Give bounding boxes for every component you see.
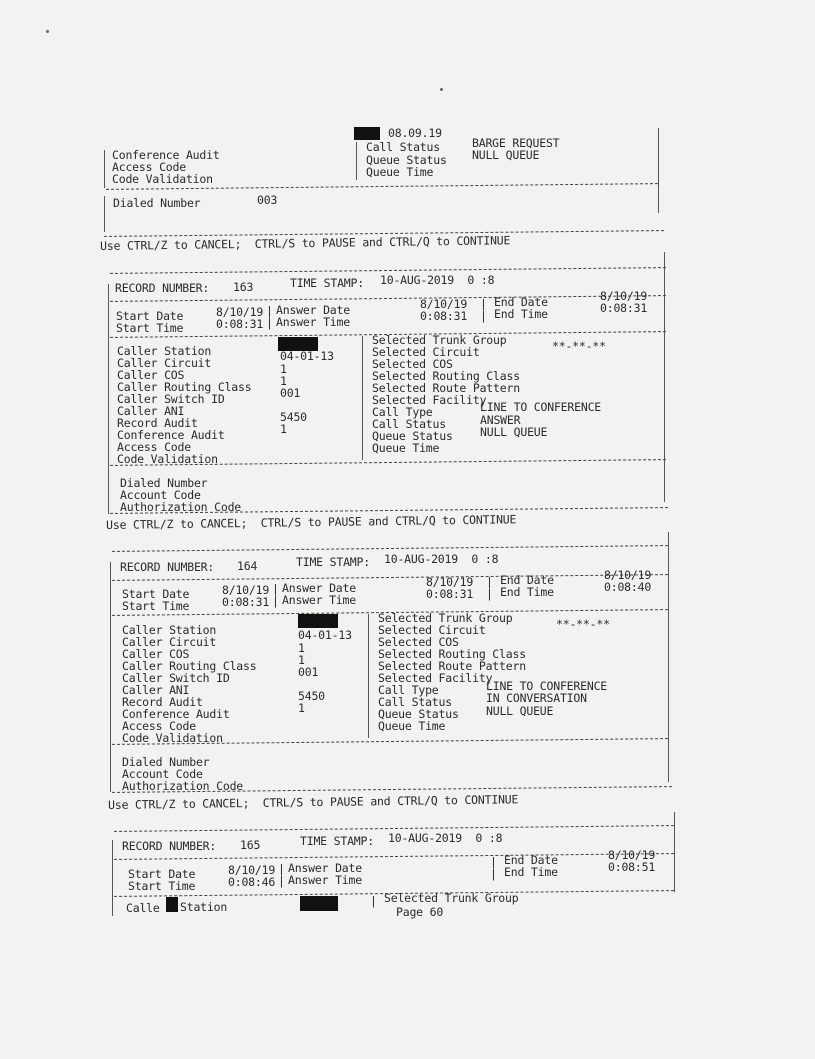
left-border (112, 840, 113, 916)
separator: | (490, 867, 497, 881)
caller-cos-label: Caller COS (117, 368, 185, 382)
selected-cos-label: Selected COS (372, 357, 453, 371)
end-time-value: 0:08:51 (608, 860, 656, 874)
code-validation-label: Code Validation (122, 731, 223, 745)
caller-station-label-part: Calle (126, 901, 160, 915)
queue-time-label: Queue Time (378, 719, 446, 733)
end-time-value: 0:08:31 (600, 301, 648, 315)
account-code-label: Account Code (122, 767, 203, 781)
start-time-value: 0:08:31 (216, 317, 264, 331)
start-date-value: 8/10/19 (216, 305, 264, 319)
selected-facility-label: Selected Facility (378, 671, 493, 685)
account-code-label: Account Code (120, 488, 201, 502)
end-date-value: 8/10/19 (600, 289, 648, 303)
caller-circuit-label: Caller Circuit (122, 635, 217, 649)
top-date-code: 08.09.19 (388, 126, 442, 140)
authorization-code-label: Authorization Code (120, 500, 242, 514)
dialed-number-label: Dialed Number (120, 476, 208, 490)
call-status-label: Call Status (378, 695, 452, 709)
record-number-label: RECORD NUMBER: (122, 839, 217, 853)
record-number-label: RECORD NUMBER: (120, 560, 215, 574)
left-border (110, 562, 111, 792)
selected-routing-class-label: Selected Routing Class (378, 647, 526, 661)
end-date-label: End Date (500, 573, 554, 587)
authorization-code-label: Authorization Code (122, 779, 244, 793)
caller-routing-class-label: Caller Routing Class (122, 659, 257, 673)
start-time-value: 0:08:46 (228, 875, 276, 889)
redaction-block (354, 127, 380, 140)
access-code-label: Access Code (117, 440, 191, 454)
separator: | (278, 862, 285, 876)
selected-trunk-group-value: **-**-** (556, 617, 610, 631)
start-date-label: Start Date (122, 587, 190, 601)
control-prompt: Use CTRL/Z to CANCEL; CTRL/S to PAUSE and CTRL/Q to CONTINUE (105, 512, 517, 532)
start-date-value: 8/10/19 (228, 863, 276, 877)
separator: | (370, 894, 377, 908)
caller-routing-class-value: 1 (280, 374, 287, 388)
top-dialed-number-value: 003 (257, 193, 278, 207)
call-status-value: ANSWER (480, 413, 521, 427)
top-queue-status-label: Queue Status (366, 153, 447, 167)
caller-ani-label: Caller ANI (117, 404, 185, 418)
top-call-status-value: BARGE REQUEST (472, 136, 560, 150)
right-border (668, 532, 669, 782)
top-call-status-label: Call Status (366, 140, 440, 154)
right-border (664, 252, 665, 502)
time-stamp-value: 10-AUG-2019 0 :8 (380, 273, 495, 287)
top-queue-time-label: Queue Time (366, 165, 434, 179)
caller-cos-value: 1 (298, 641, 305, 655)
answer-date-label: Answer Date (288, 861, 362, 875)
end-time-label: End Time (494, 307, 548, 321)
time-stamp-value: 10-AUG-2019 0 :8 (388, 831, 503, 845)
call-status-value: IN CONVERSATION (486, 691, 587, 705)
record-audit-value: 5450 (280, 410, 307, 424)
top-access-code: Access Code (112, 160, 186, 174)
redaction-block (300, 896, 338, 911)
separator: | (266, 304, 273, 318)
start-time-value: 0:08:31 (222, 595, 270, 609)
start-time-label: Start Time (116, 321, 184, 335)
answer-date-value: 8/10/19 (420, 297, 468, 311)
call-type-label: Call Type (378, 683, 439, 697)
time-stamp-value: 10-AUG-2019 0 :8 (384, 552, 499, 566)
answer-time-value: 0:08:31 (420, 309, 468, 323)
control-prompt: Use CTRL/Z to CANCEL; CTRL/S to PAUSE and CTRL/Q to CONTINUE (99, 233, 511, 253)
top-conference-audit: Conference Audit (112, 148, 220, 162)
start-time-label: Start Time (128, 879, 196, 893)
queue-status-label: Queue Status (372, 429, 453, 443)
separator: | (272, 582, 279, 596)
separator: | (486, 575, 493, 589)
end-time-label: End Time (504, 865, 558, 879)
page-number: Page 60 (396, 905, 444, 919)
separator: | (486, 587, 493, 601)
time-stamp-label: TIME STAMP: (300, 834, 374, 848)
record-number-value: 165 (240, 838, 261, 852)
call-type-value: LINE TO CONFERENCE (480, 400, 602, 414)
top-queue-status-value: NULL QUEUE (472, 148, 540, 162)
time-stamp-label: TIME STAMP: (290, 276, 364, 290)
caller-circuit-value: 04-01-13 (298, 628, 352, 642)
left-border (108, 284, 109, 514)
code-validation-label: Code Validation (117, 452, 218, 466)
access-code-label: Access Code (122, 719, 196, 733)
start-date-label: Start Date (128, 867, 196, 881)
caller-circuit-label: Caller Circuit (117, 356, 212, 370)
time-stamp-label: TIME STAMP: (296, 555, 370, 569)
selected-trunk-group-label: Selected Trunk Group (378, 611, 513, 625)
section-divider (112, 545, 668, 552)
separator: | (266, 316, 273, 330)
end-time-value: 0:08:40 (604, 580, 652, 594)
section-divider (110, 295, 666, 302)
separator: | (480, 297, 487, 311)
right-border (658, 128, 659, 213)
answer-date-label: Answer Date (276, 303, 350, 317)
caller-switch-id-value: 001 (280, 386, 301, 400)
top-code-validation: Code Validation (112, 172, 213, 186)
caller-station-label-part: Station (180, 900, 228, 914)
caller-routing-class-label: Caller Routing Class (117, 380, 252, 394)
answer-date-label: Answer Date (282, 581, 356, 595)
top-dialed-number-label: Dialed Number (113, 196, 201, 210)
selected-routing-class-label: Selected Routing Class (372, 369, 520, 383)
redaction-block (166, 897, 178, 912)
end-date-value: 8/10/19 (608, 848, 656, 862)
record-number-value: 164 (237, 559, 258, 573)
end-time-label: End Time (500, 585, 554, 599)
start-date-value: 8/10/19 (222, 583, 270, 597)
record-number-value: 163 (233, 280, 254, 294)
selected-circuit-label: Selected Circuit (378, 623, 486, 637)
caller-routing-class-value: 1 (298, 653, 305, 667)
left-border (104, 150, 105, 188)
caller-switch-id-label: Caller Switch ID (117, 392, 225, 406)
selected-route-pattern-label: Selected Route Pattern (372, 381, 520, 395)
start-date-label: Start Date (116, 309, 184, 323)
separator: | (490, 855, 497, 869)
conference-audit-label: Conference Audit (122, 707, 230, 721)
call-type-label: Call Type (372, 405, 433, 419)
conference-audit-value: 1 (280, 422, 287, 436)
record-audit-label: Record Audit (122, 695, 203, 709)
caller-station-label: Caller Station (117, 344, 212, 358)
dialed-number-label: Dialed Number (122, 755, 210, 769)
queue-status-label: Queue Status (378, 707, 459, 721)
speck (440, 88, 443, 91)
queue-status-value: NULL QUEUE (480, 425, 548, 439)
selected-trunk-group-label: Selected Trunk Group (384, 891, 519, 905)
end-date-value: 8/10/19 (604, 568, 652, 582)
caller-switch-id-value: 001 (298, 665, 319, 679)
section-divider (112, 574, 668, 581)
answer-date-value: 8/10/19 (426, 575, 474, 589)
record-number-label: RECORD NUMBER: (115, 281, 210, 295)
redaction-block (298, 614, 338, 628)
column-divider (368, 614, 369, 738)
selected-facility-label: Selected Facility (372, 393, 487, 407)
separator: | (272, 594, 279, 608)
caller-circuit-value: 04-01-13 (280, 349, 334, 363)
speck (46, 30, 49, 33)
separator: | (278, 874, 285, 888)
call-status-label: Call Status (372, 417, 446, 431)
start-time-label: Start Time (122, 599, 190, 613)
right-border (674, 812, 675, 892)
caller-cos-value: 1 (280, 362, 287, 376)
end-date-label: End Date (494, 295, 548, 309)
caller-cos-label: Caller COS (122, 647, 190, 661)
selected-cos-label: Selected COS (378, 635, 459, 649)
queue-time-label: Queue Time (372, 441, 440, 455)
separator: | (480, 309, 487, 323)
caller-switch-id-label: Caller Switch ID (122, 671, 230, 685)
answer-time-label: Answer Time (276, 315, 350, 329)
selected-trunk-group-label: Selected Trunk Group (372, 333, 507, 347)
column-divider (356, 142, 357, 180)
selected-trunk-group-value: **-**-** (552, 339, 606, 353)
answer-time-label: Answer Time (282, 593, 356, 607)
selected-circuit-label: Selected Circuit (372, 345, 480, 359)
queue-status-value: NULL QUEUE (486, 704, 554, 718)
record-audit-value: 5450 (298, 689, 325, 703)
section-divider (114, 853, 674, 860)
conference-audit-value: 1 (298, 701, 305, 715)
control-prompt: Use CTRL/Z to CANCEL; CTRL/S to PAUSE and CTRL/Q to CONTINUE (107, 792, 519, 812)
answer-time-value: 0:08:31 (426, 587, 474, 601)
end-date-label: End Date (504, 853, 558, 867)
left-border (104, 196, 105, 232)
selected-route-pattern-label: Selected Route Pattern (378, 659, 526, 673)
conference-audit-label: Conference Audit (117, 428, 225, 442)
record-audit-label: Record Audit (117, 416, 198, 430)
caller-ani-label: Caller ANI (122, 683, 190, 697)
column-divider (362, 336, 363, 460)
answer-time-label: Answer Time (288, 873, 362, 887)
call-type-value: LINE TO CONFERENCE (486, 679, 608, 693)
caller-station-label: Caller Station (122, 623, 217, 637)
